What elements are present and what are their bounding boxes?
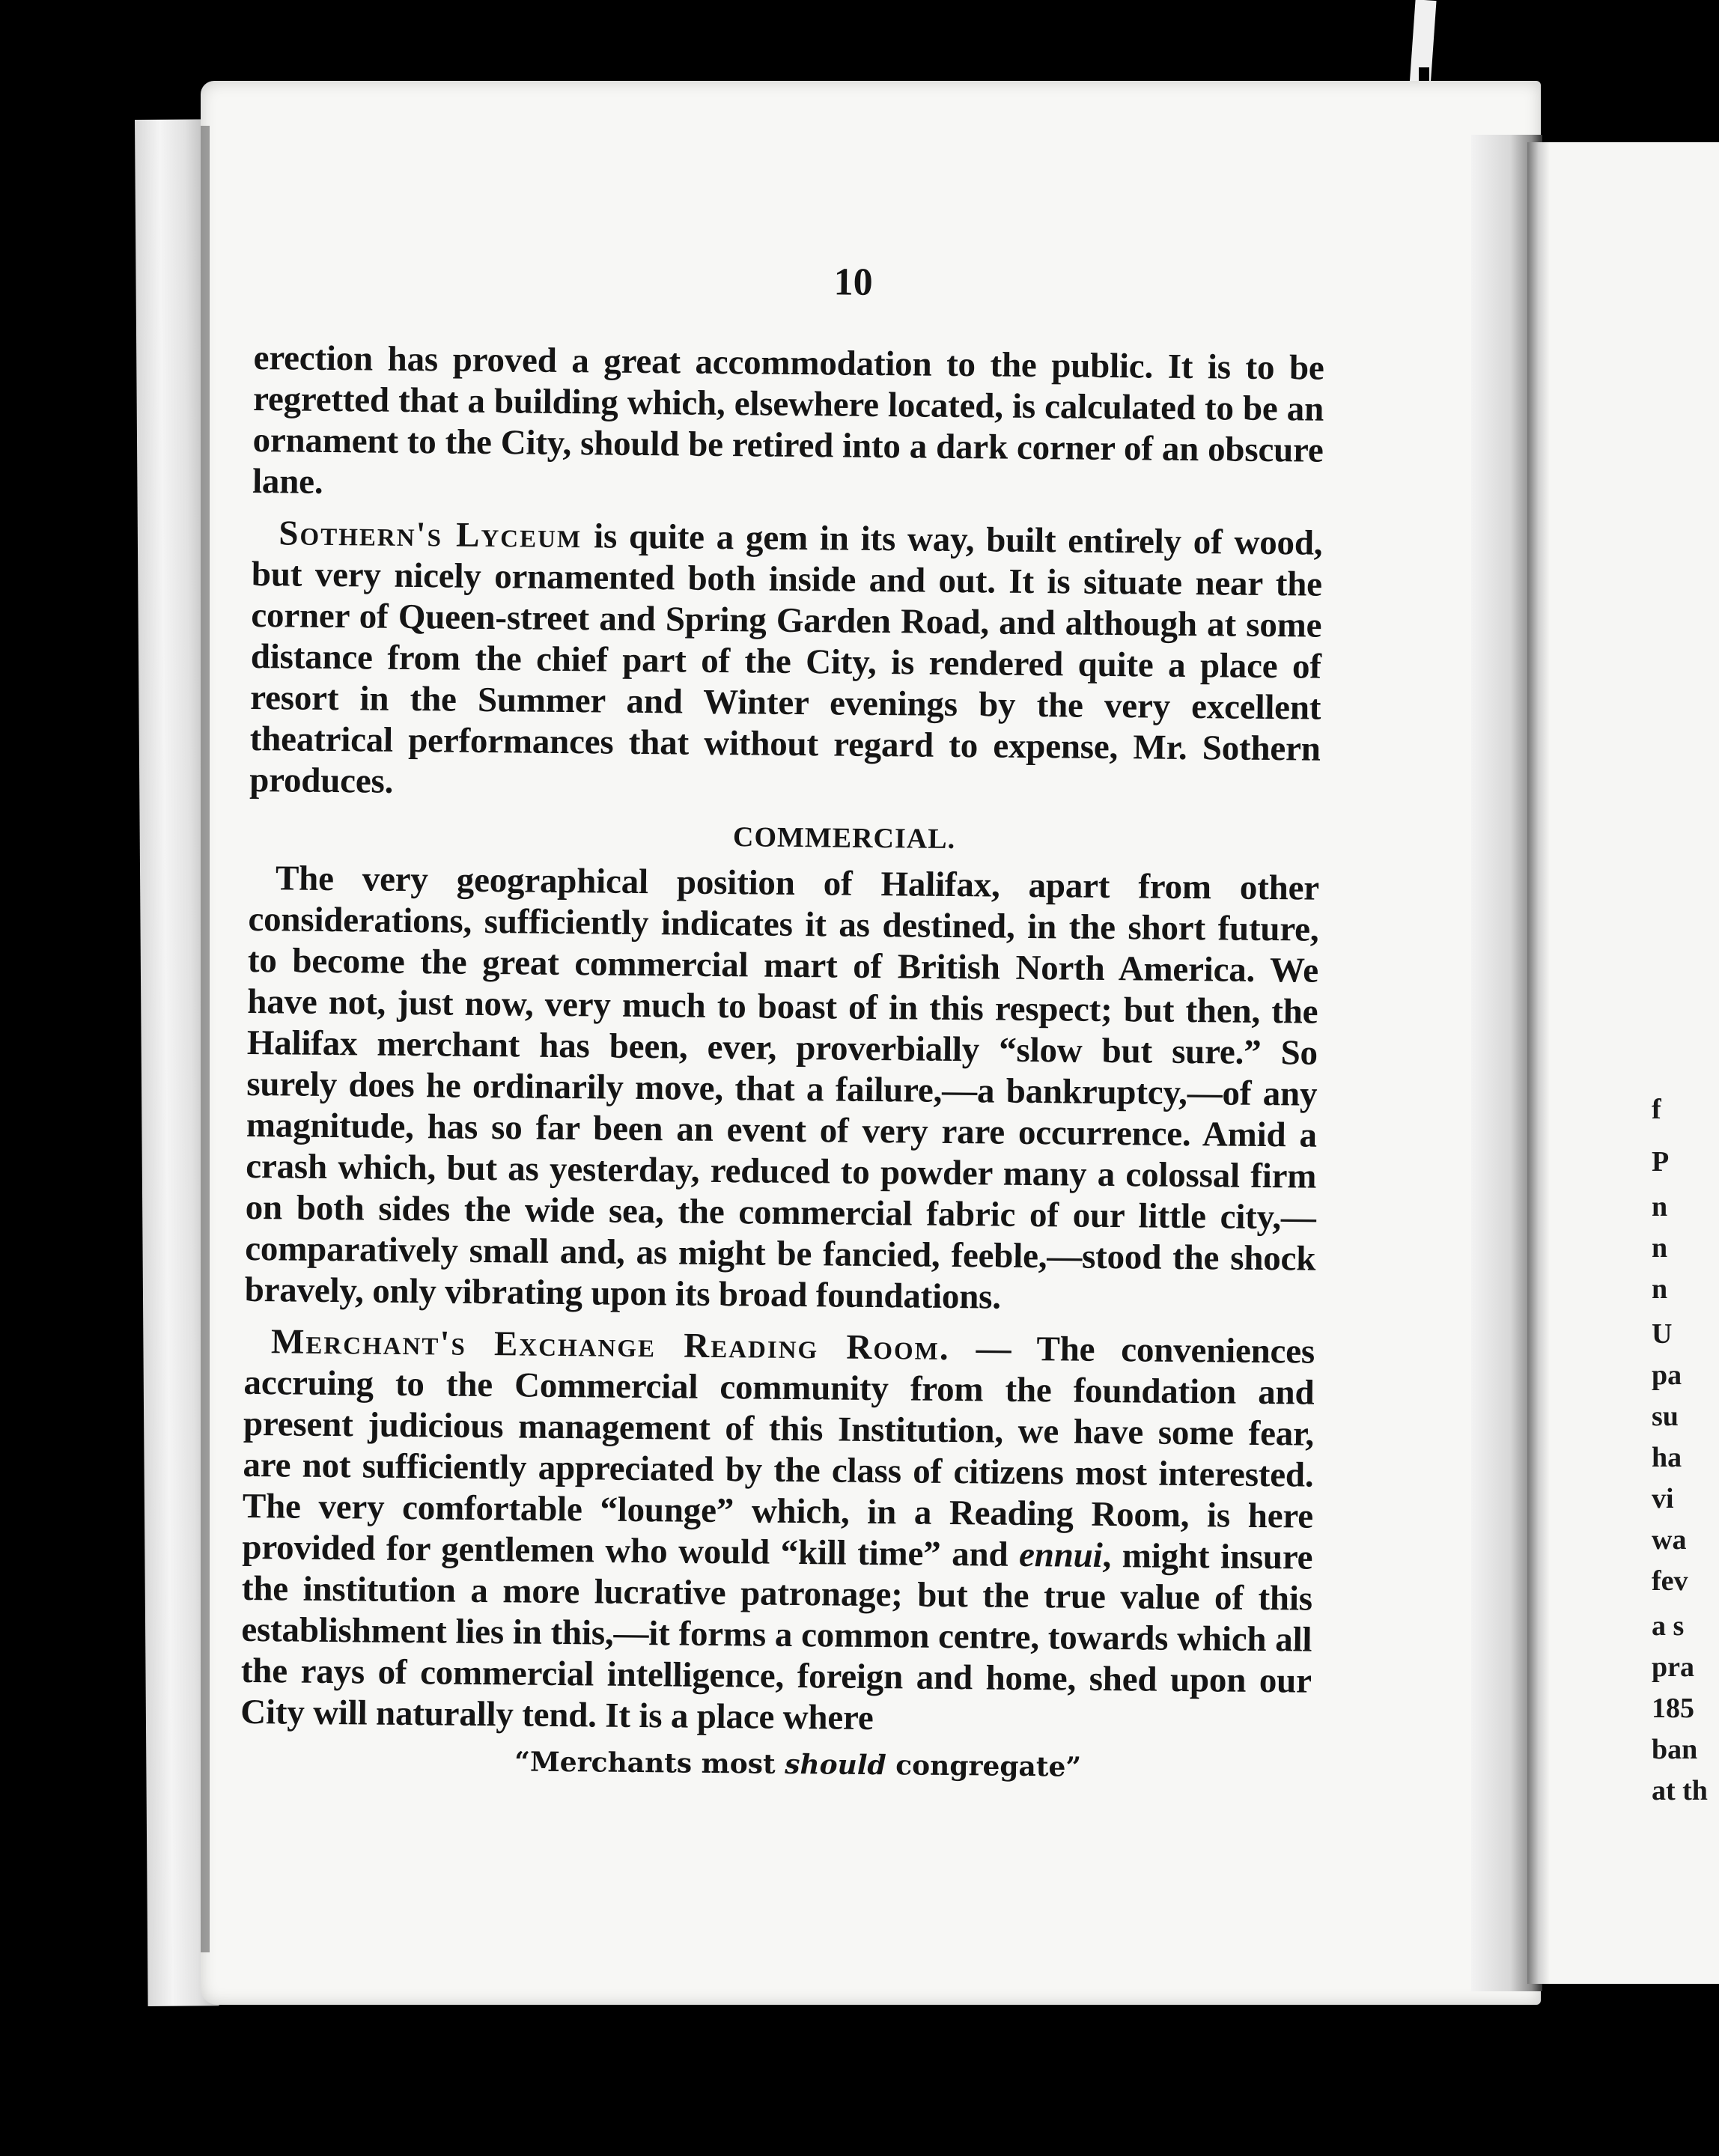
reading-room-title: Merchant's Exchange Reading Room. — [270, 1322, 950, 1368]
facing-page-fold — [1527, 142, 1550, 1984]
quote-part-b: congregate” — [886, 1750, 1082, 1783]
reading-room-italic: ennui — [1018, 1535, 1103, 1575]
paragraph-commercial: The very geographical position of Halifax, apart from other considerations, sufficiently indicates it as destined, in the short future, to become the great commercial mart of British North America. We have not, just now, very much to boast of in this respect; but then, the Halifax merchant has been, ever, proverbially “slow but sure.” So surely does he ordinarily move, that a failure,—a bankruptcy,—of any magnitude, has so far been an event of very rare occurrence. Amid a crash which, but as yesterday, reduced to powder many a colossal firm on both sides the wide sea, the commercial fabric of our little city,—comparatively small and, as might be fancied, feeble,—stood the shock bravely, only vibrating upon its broad foundations. — [244, 859, 1320, 1317]
facing-page-fragment: a s — [1652, 1610, 1685, 1642]
facing-page — [1527, 142, 1719, 1984]
facing-page-fragment: pra — [1652, 1651, 1694, 1683]
quote-italic: should — [785, 1748, 886, 1782]
facing-page-fragment: U — [1652, 1318, 1673, 1350]
facing-page-fragment: n — [1652, 1273, 1668, 1305]
paragraph-erection: erection has proved a great accommodation to the public. It is to be regretted that a building which, elsewhere located, is calculated to be an ornament to the City, should be retired into a dark corner of an obscure lane. — [252, 338, 1324, 502]
lyceum-title: Sothern's Lyceum — [279, 514, 582, 556]
page-number: 10 — [833, 261, 873, 304]
facing-page-fragment: wa — [1652, 1524, 1687, 1556]
paragraph-reading-room — [240, 1321, 1315, 1744]
facing-page-fragment: su — [1652, 1401, 1679, 1432]
facing-page-fragment: ha — [1652, 1442, 1682, 1473]
facing-page-fragment: ban — [1652, 1734, 1698, 1765]
facing-page-fragment: n — [1652, 1232, 1668, 1264]
facing-page-fragment: 185 — [1652, 1693, 1694, 1724]
section-heading-commercial: COMMERCIAL. — [732, 821, 956, 856]
facing-page-fragment: pa — [1652, 1359, 1682, 1391]
reading-room-body-a: — The conveniences accruing to the Commercial community from the foundation and present judicious management of this Institution, we have some fear, are not sufficiently appreciated by the class of citizens most interested. The very comfortable “lounge” which, in a Reading Room, is here provided for gentlemen who would “kill time” and — [242, 1328, 1315, 1574]
page-text — [240, 255, 1325, 1785]
facing-page-fragment: vi — [1652, 1483, 1674, 1514]
facing-page-fragment: at th — [1652, 1775, 1708, 1806]
facing-page-fragment: P — [1652, 1146, 1670, 1178]
facing-page-fragment: n — [1652, 1191, 1668, 1222]
reading-room-body-b: , might insure the institution a more lucrative patronage; but the true value of this establishment lies in this,—it forms a common centre, towards which all the rays of commercial intelligence, foreign and home, shed upon our City will naturally tend. It is a place where — [240, 1535, 1313, 1738]
lyceum-body: is quite a gem in its way, built entirely of wood, but very nicely ornamented both inside and out. It is situate near the corner of Queen-street and Spring Garden Road, and although at some distance from the chief part of the City, is rendered quite a place of resort in the Summer and Winter evenings by the very excellent theatrical performances that without regard to expense, Mr. Sothern produces. — [249, 517, 1323, 801]
paragraph-lyceum — [249, 513, 1323, 811]
facing-page-fragment: fev — [1652, 1565, 1688, 1597]
quote-part-a: “Merchants most — [514, 1746, 785, 1780]
facing-page-fragment: f — [1652, 1094, 1661, 1125]
